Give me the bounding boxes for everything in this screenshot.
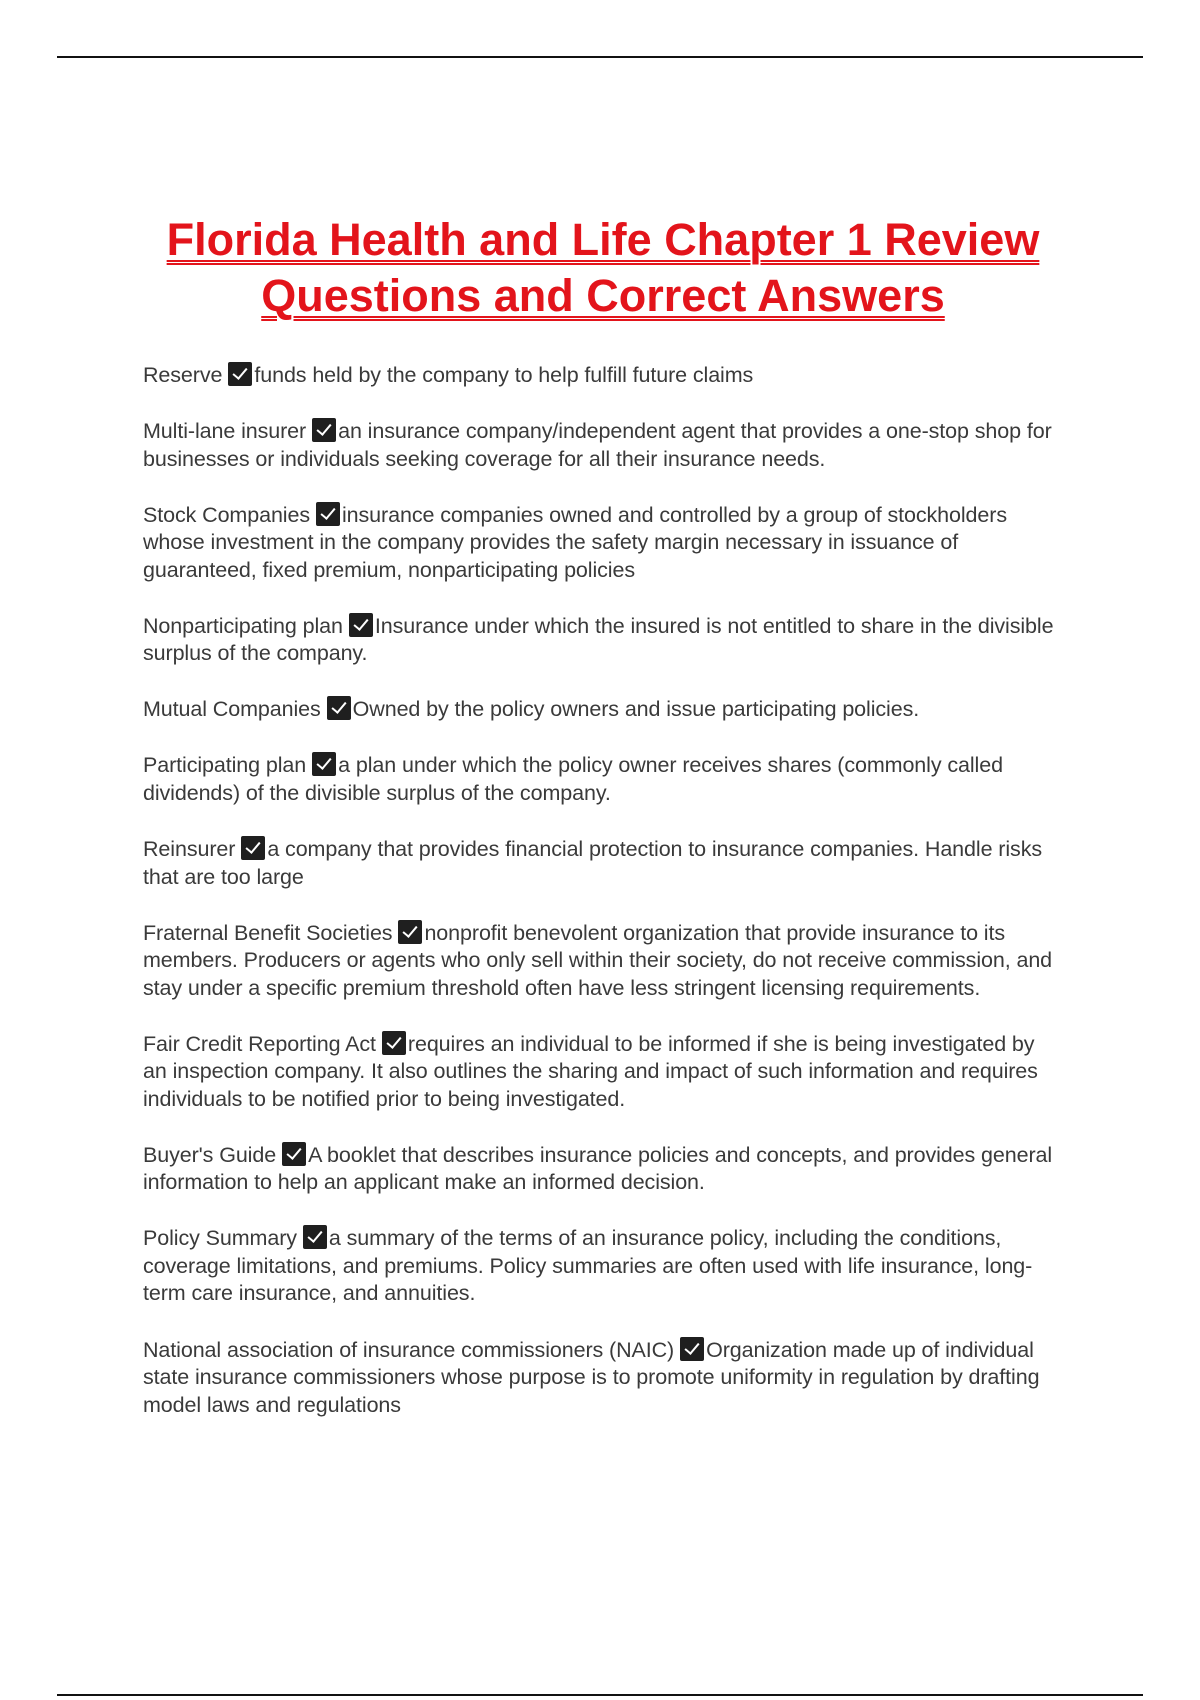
qa-term: Fair Credit Reporting Act — [143, 1031, 376, 1056]
qa-answer: nonprofit benevolent organization that provide insurance to its members. Producers or agents who only sell within their society, do not receive commission, and stay under a specific premium threshold often have less stringent licensing requirements. — [143, 920, 1053, 1000]
qa-item — [143, 836, 1063, 891]
check-box-icon — [228, 362, 252, 386]
qa-term: Stock Companies — [143, 502, 310, 527]
document-title: Florida Health and Life Chapter 1 Review Questions and Correct Answers — [166, 214, 1040, 321]
qa-term: Buyer's Guide — [143, 1142, 277, 1167]
qa-term: Multi-lane insurer — [143, 419, 307, 444]
qa-item — [143, 502, 1063, 585]
qa-term: Nonparticipating plan — [143, 613, 343, 638]
check-box-icon — [312, 752, 336, 776]
qa-term: Reinsurer — [143, 837, 236, 862]
top-rule — [57, 56, 1143, 58]
document-body — [143, 212, 1063, 1448]
qa-term: Policy Summary — [143, 1226, 297, 1251]
qa-item — [143, 1142, 1063, 1197]
qa-answer: Insurance under which the insured is not entitled to share in the divisible surplus of the company. — [143, 613, 1054, 666]
qa-answer: Organization made up of individual state insurance commissioners whose purpose is to promote uniformity in regulation by drafting model laws and regulations — [143, 1337, 1040, 1417]
qa-item — [143, 1031, 1063, 1114]
qa-term: Reserve — [143, 363, 223, 387]
qa-item — [143, 696, 1063, 724]
qa-answer: insurance companies owned and controlled by a group of stockholders whose investment in the company provides the safety margin necessary in issuance of guaranteed, fixed premium, nonparticipating policies — [143, 502, 1007, 582]
qa-item — [143, 752, 1063, 807]
check-box-icon — [282, 1142, 306, 1166]
qa-item — [143, 418, 1063, 473]
bottom-rule — [57, 1694, 1143, 1696]
qa-term: National association of insurance commissioners (NAIC) — [143, 1337, 675, 1362]
qa-item — [143, 920, 1063, 1003]
check-box-icon — [349, 613, 373, 637]
qa-term: Participating plan — [143, 753, 307, 778]
qa-answer: Owned by the policy owners and issue participating policies. — [352, 697, 920, 722]
qa-answer: a plan under which the policy owner receives shares (commonly called dividends) of the divisible surplus of the company. — [143, 753, 1003, 805]
qa-item — [143, 362, 1063, 390]
qa-answer: requires an individual to be informed if she is being investigated by an inspection company. It also outlines the sharing and impact of such information and requires individuals to be notified prior to being investigated. — [143, 1031, 1038, 1111]
check-box-icon — [398, 920, 422, 944]
qa-answer: funds held by the company to help fulfill future claims — [254, 363, 754, 387]
qa-answer: a company that provides financial protection to insurance companies. Handle risks that are too large — [143, 837, 1042, 889]
qa-item — [143, 1225, 1063, 1308]
qa-answer: A booklet that describes insurance policies and concepts, and provides general information to help an applicant make an informed decision. — [143, 1142, 1053, 1195]
check-box-icon — [303, 1225, 327, 1249]
check-box-icon — [680, 1337, 704, 1361]
check-box-icon — [316, 502, 340, 526]
qa-answer: a summary of the terms of an insurance policy, including the conditions, coverage limitations, and premiums. Policy summaries are often used with life insurance, long-term care insurance, and annuities. — [143, 1226, 1033, 1306]
qa-answer: an insurance company/independent agent that provides a one-stop shop for businesses or individuals seeking coverage for all their insurance needs. — [143, 419, 1052, 471]
qa-item — [143, 613, 1063, 668]
qa-term: Fraternal Benefit Societies — [143, 920, 393, 945]
check-box-icon — [312, 418, 336, 442]
check-box-icon — [382, 1031, 406, 1055]
check-box-icon — [241, 836, 265, 860]
qa-item — [143, 1337, 1063, 1420]
check-box-icon — [327, 696, 351, 720]
qa-term: Mutual Companies — [143, 697, 321, 722]
